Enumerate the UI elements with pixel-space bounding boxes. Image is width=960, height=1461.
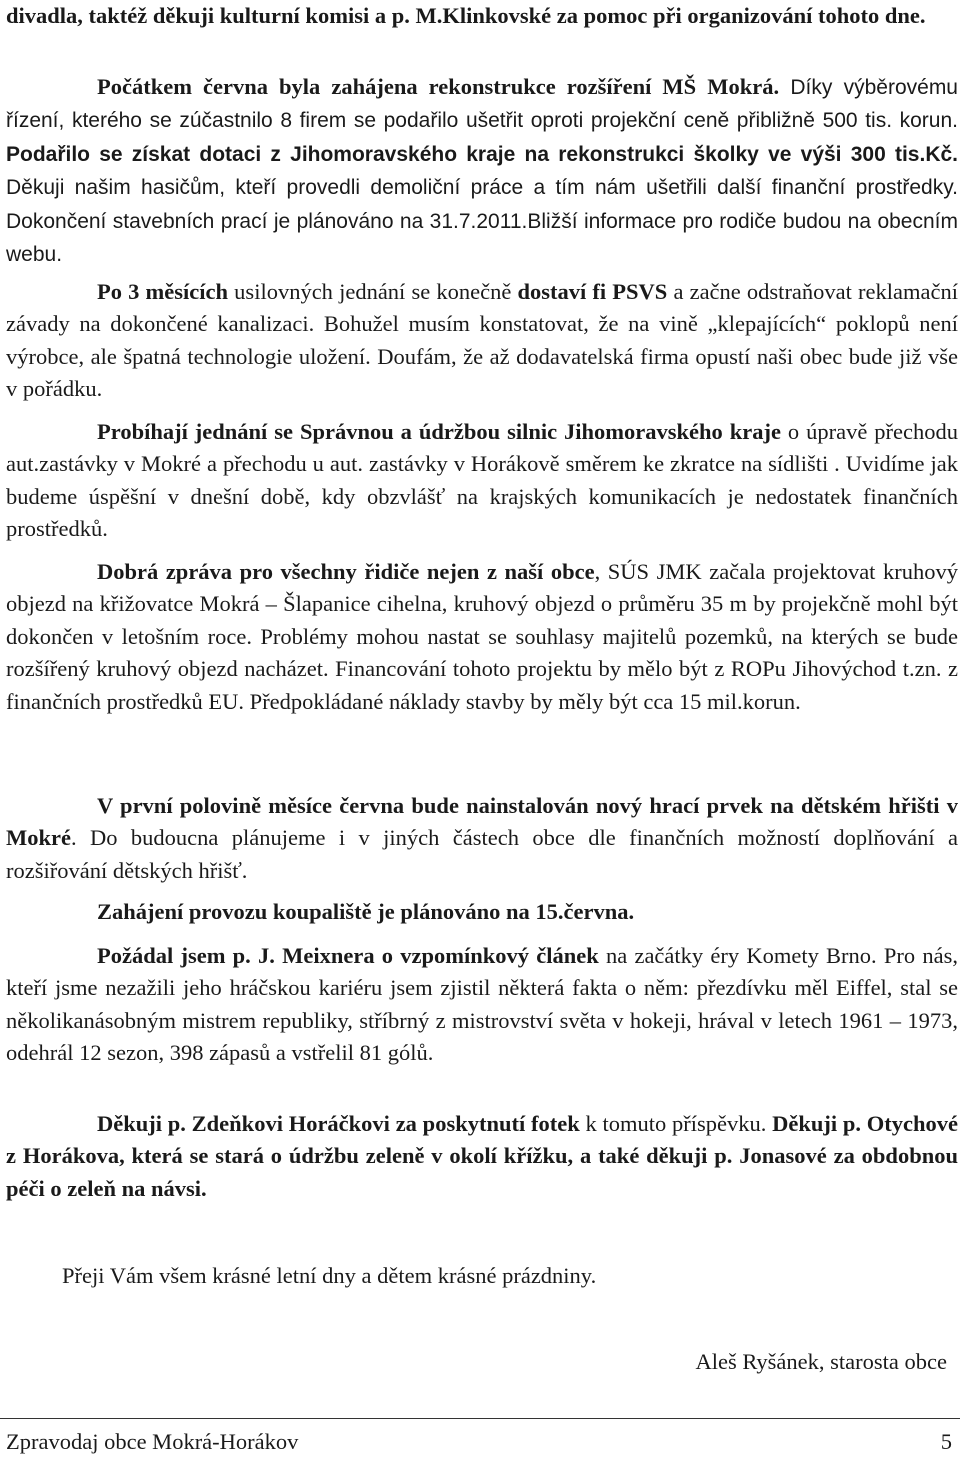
paragraph-text: o úpravě přechodu aut.zastávky v Mokré a přechodu u aut. zastávky v Horákově směrem ke zkratce na sídlišti . Uvidíme jak budeme úspěšní v dnešní době, kdy obzvlášť na krajských komunikacích je nedostatek finančních prostředků.: [6, 419, 958, 542]
paragraph-roundabout: [6, 556, 958, 718]
paragraph-text: a začne odstraňovat reklamační závady na dokončené kanalizaci. Bohužel musím konstatovat, že na vině „klepajících“ poklopů není výrobce, ale špatná technologie uložení. Doufám, že až dodavatelská firma opustí naši obec bude již vše v pořádku.: [6, 279, 958, 402]
paragraph-sewer-repairs: [6, 276, 958, 406]
paragraph-lead: Po 3 měsících: [97, 279, 229, 304]
paragraph-highlight: dostaví fi PSVS: [517, 279, 668, 304]
paragraph-text: usilovných jednání se konečně: [228, 279, 518, 304]
page-number: 5: [940, 1429, 952, 1454]
paragraph-highlight: Děkuji p. Otychové z Horákova, která se stará o údržbu zeleně v okolí křížku, a také děkuji p. Jonasové za obdobnou péči o zeleň na návsi.: [6, 1111, 958, 1201]
paragraph-lead: Děkuji p. Zdeňkovi Horáčkovi za poskytnutí fotek: [97, 1111, 580, 1136]
paragraph-highlight: Podařilo se získat dotaci z Jihomoravského kraje na rekonstrukci školky ve výši 300 tis.Kč.: [6, 142, 958, 166]
paragraph-lead: Probíhají jednání se Správnou a údržbou silnic Jihomoravského kraje: [97, 419, 781, 444]
paragraph-lead: Dobrá zpráva pro všechny řidiče nejen z naší obce: [97, 559, 595, 584]
paragraph-lead: V první polovině měsíce června bude nainstalován nový hrací prvek na dětském hřišti v Mokré: [6, 793, 958, 851]
paragraph-lead: Počátkem června byla zahájena rekonstrukce rozšíření MŠ Mokrá.: [97, 74, 780, 99]
paragraph-road-negotiations: [6, 416, 958, 546]
signature: Aleš Ryšánek, starosta obce: [695, 1349, 947, 1374]
paragraph-text: na začátky éry Komety Brno. Pro nás, kteří jsme nezažili jeho hráčskou kariéru jsem zjistil některá fakta o něm: přezdívku měl Eiffel, stal se několikanásobným mistrem republiky, stříbrný z mistrovství světa v hokeji, hrával v letech 1961 – 1973, odehrál 12 sezon, 398 zápasů a vstřelil 81 gólů.: [6, 943, 958, 1066]
paragraph-text: Děkuji našim hasičům, kteří provedli demoliční práce a tím nám ušetřili další finanční prostředky. Dokončení stavebních prací je plánováno na 31.7.2011.Bližší informace pro rodiče budou na obecním webu.: [6, 176, 958, 267]
paragraph-text: . Do budoucna plánujeme i v jiných částech obce dle finančních možností doplňování a rozšiřování dětských hřišť.: [6, 825, 958, 883]
paragraph-lead: Požádal jsem p. J. Meixnera o vzpomínkový článek: [97, 943, 599, 968]
paragraph-text: Díky výběrovému řízení, kterého se zúčastnilo 8 firem se podařilo ušetřit oproti projekční ceně přibližně 500 tis. korun.: [6, 76, 958, 133]
footer-title: Zpravodaj obce Mokrá-Horákov: [6, 1429, 299, 1454]
greeting: Přeji Vám všem krásné letní dny a dětem krásné prázdniny.: [62, 1263, 597, 1288]
paragraph-text: Zahájení provozu koupaliště je plánováno na 15.června.: [97, 899, 635, 924]
paragraph-text: , SÚS JMK začala projektovat kruhový objezd na křižovatce Mokrá – Šlapanice cihelna, kruhový objezd o průměru 35 m by projekčně mohl být dokončen v letošním roce. Problémy mohou nastat se souhlasy majitelů pozemků, na kterých se bude rozšířený kruhový objezd nacházet. Financování tohoto projektu by mělo být z ROPu Jihovýchod t.zn. z finančních prostředků EU. Předpokládané náklady stavby by měly být cca 15 mil.korun.: [6, 559, 958, 714]
footer-divider: [0, 1418, 960, 1419]
paragraph-kindergarten-reconstruction: [6, 71, 958, 271]
paragraph-kometa-article: [6, 940, 958, 1070]
paragraph-thanks: [6, 1108, 958, 1205]
paragraph-playground: [6, 790, 958, 887]
paragraph-thanks-committee: [6, 0, 958, 32]
paragraph-text: divadla, taktéž děkuji kulturní komisi a p. M.Klinkovské za pomoc při organizování tohoto dne.: [6, 3, 926, 28]
paragraph-swimming-pool: [6, 896, 958, 928]
paragraph-text: k tomuto příspěvku.: [579, 1111, 773, 1136]
